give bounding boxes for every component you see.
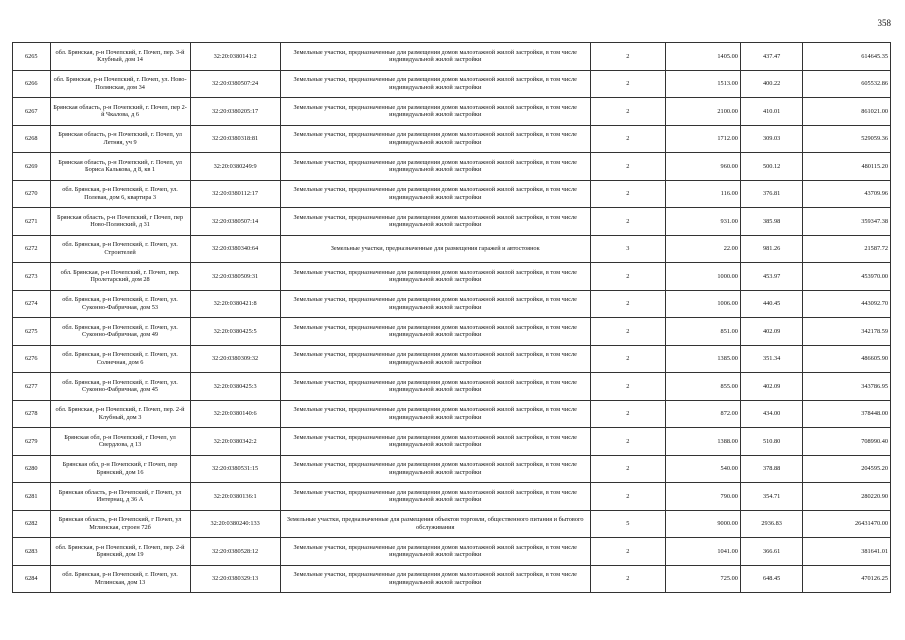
cadastral-value-cell: 605532.86 — [803, 70, 891, 98]
table-row — [13, 373, 891, 401]
row-number: 6279 — [13, 428, 51, 456]
table-row — [13, 43, 891, 71]
row-number: 6266 — [13, 70, 51, 98]
table-row — [13, 263, 891, 291]
address-cell: обл. Брянская, р-н Почепский, г. Почеп, ул. Суконно-Фабричная, дом 53 — [50, 290, 190, 318]
row-number: 6284 — [13, 565, 51, 593]
cadastral-number-cell: 32:20:0380249:9 — [190, 153, 280, 181]
area-cell: 855.00 — [665, 373, 740, 401]
table-row — [13, 483, 891, 511]
table-row — [13, 345, 891, 373]
group-cell: 2 — [590, 153, 665, 181]
cadastral-number-cell: 32:20:0380240:133 — [190, 510, 280, 538]
land-use-cell: Земельные участки, предназначенные для размещения домов малоэтажной жилой застройки, в том числе индивидуальной жилой застройки — [280, 565, 590, 593]
group-cell: 2 — [590, 373, 665, 401]
group-cell: 2 — [590, 98, 665, 126]
row-number: 6282 — [13, 510, 51, 538]
address-cell: обл. Брянская, р-н Почепский, г. Почеп, ул. Суконно-Фабричная, дом 49 — [50, 318, 190, 346]
specific-value-cell: 378.88 — [740, 455, 803, 483]
cadastral-value-cell: 470126.25 — [803, 565, 891, 593]
area-cell: 1513.00 — [665, 70, 740, 98]
area-cell: 1000.00 — [665, 263, 740, 291]
area-cell: 540.00 — [665, 455, 740, 483]
table-body — [13, 43, 891, 593]
address-cell: Брянская область, р-н Почепский, г Почеп, ул Мглинская, строен 72б — [50, 510, 190, 538]
group-cell: 2 — [590, 70, 665, 98]
land-use-cell: Земельные участки, предназначенные для размещения домов малоэтажной жилой застройки, в том числе индивидуальной жилой застройки — [280, 373, 590, 401]
land-use-cell: Земельные участки, предназначенные для размещения домов малоэтажной жилой застройки, в том числе индивидуальной жилой застройки — [280, 43, 590, 71]
land-use-cell: Земельные участки, предназначенные для размещения домов малоэтажной жилой застройки, в том числе индивидуальной жилой застройки — [280, 263, 590, 291]
specific-value-cell: 376.81 — [740, 180, 803, 208]
table-row — [13, 208, 891, 236]
row-number: 6278 — [13, 400, 51, 428]
row-number: 6281 — [13, 483, 51, 511]
specific-value-cell: 440.45 — [740, 290, 803, 318]
cadastral-value-cell: 280220.90 — [803, 483, 891, 511]
address-cell: Брянская область, р-н Почепский, г Почеп, пер Ново-Полянский, д 31 — [50, 208, 190, 236]
cadastral-number-cell: 32:20:0380528:12 — [190, 538, 280, 566]
cadastral-value-cell: 204595.20 — [803, 455, 891, 483]
cadastral-number-cell: 32:20:0380140:6 — [190, 400, 280, 428]
group-cell: 2 — [590, 483, 665, 511]
land-use-cell: Земельные участки, предназначенные для размещения домов малоэтажной жилой застройки, в том числе индивидуальной жилой застройки — [280, 125, 590, 153]
row-number: 6272 — [13, 235, 51, 263]
cadastral-number-cell: 32:20:0380309:32 — [190, 345, 280, 373]
address-cell: обл. Брянская, р-н Почепский, г. Почеп, ул. Ново-Полянская, дом 34 — [50, 70, 190, 98]
specific-value-cell: 2936.83 — [740, 510, 803, 538]
table-row — [13, 565, 891, 593]
specific-value-cell: 309.03 — [740, 125, 803, 153]
land-use-cell: Земельные участки, предназначенные для размещения домов малоэтажной жилой застройки, в том числе индивидуальной жилой застройки — [280, 153, 590, 181]
group-cell: 2 — [590, 180, 665, 208]
group-cell: 2 — [590, 538, 665, 566]
group-cell: 2 — [590, 345, 665, 373]
row-number: 6280 — [13, 455, 51, 483]
specific-value-cell: 437.47 — [740, 43, 803, 71]
row-number: 6275 — [13, 318, 51, 346]
address-cell: Брянская обл, р-н Почепский, г Почеп, ул Свердлова, д 13 — [50, 428, 190, 456]
page-number: 358 — [877, 18, 891, 28]
cadastral-number-cell: 32:20:0380112:17 — [190, 180, 280, 208]
specific-value-cell: 410.01 — [740, 98, 803, 126]
group-cell: 2 — [590, 208, 665, 236]
area-cell: 725.00 — [665, 565, 740, 593]
cadastral-value-cell: 453970.00 — [803, 263, 891, 291]
cadastral-number-cell: 32:20:0380318:81 — [190, 125, 280, 153]
cadastral-value-cell: 861021.00 — [803, 98, 891, 126]
land-use-cell: Земельные участки, предназначенные для размещения домов малоэтажной жилой застройки, в том числе индивидуальной жилой застройки — [280, 455, 590, 483]
land-use-cell: Земельные участки, предназначенные для размещения домов малоэтажной жилой застройки, в том числе индивидуальной жилой застройки — [280, 400, 590, 428]
area-cell: 1712.00 — [665, 125, 740, 153]
cadastral-number-cell: 32:20:0380531:15 — [190, 455, 280, 483]
row-number: 6273 — [13, 263, 51, 291]
table-row — [13, 290, 891, 318]
cadastral-number-cell: 32:20:0380425:5 — [190, 318, 280, 346]
address-cell: обл. Брянская, р-н Почепский, г. Почеп, ул. Солнечная, дом 6 — [50, 345, 190, 373]
group-cell: 2 — [590, 125, 665, 153]
address-cell: Брянская область, р-н Почепский, г. Почеп, ул Бориса Калькова, д 8, кв 1 — [50, 153, 190, 181]
address-cell: обл. Брянская, р-н Почепский, г. Почеп, пер. 2-й Клубный, дом 3 — [50, 400, 190, 428]
group-cell: 2 — [590, 400, 665, 428]
group-cell: 5 — [590, 510, 665, 538]
table-row — [13, 153, 891, 181]
land-use-cell: Земельные участки, предназначенные для размещения домов малоэтажной жилой застройки, в том числе индивидуальной жилой застройки — [280, 290, 590, 318]
group-cell: 2 — [590, 428, 665, 456]
land-use-cell: Земельные участки, предназначенные для размещения домов малоэтажной жилой застройки, в том числе индивидуальной жилой застройки — [280, 428, 590, 456]
address-cell: обл. Брянская, р-н Почепский, г. Почеп, пер. Пролетарский, дом 28 — [50, 263, 190, 291]
area-cell: 960.00 — [665, 153, 740, 181]
cadastral-number-cell: 32:20:0380340:64 — [190, 235, 280, 263]
cadastral-value-cell: 26431470.00 — [803, 510, 891, 538]
cadastral-value-cell: 342178.59 — [803, 318, 891, 346]
row-number: 6265 — [13, 43, 51, 71]
address-cell: обл. Брянская, р-н Почепский, г. Почеп, ул. Мглинская, дом 13 — [50, 565, 190, 593]
specific-value-cell: 981.26 — [740, 235, 803, 263]
table-row — [13, 455, 891, 483]
cadastral-number-cell: 32:20:0380136:1 — [190, 483, 280, 511]
cadastral-value-cell: 359347.38 — [803, 208, 891, 236]
group-cell: 2 — [590, 43, 665, 71]
cadastral-number-cell: 32:20:0380342:2 — [190, 428, 280, 456]
cadastral-number-cell: 32:20:0380509:31 — [190, 263, 280, 291]
row-number: 6270 — [13, 180, 51, 208]
specific-value-cell: 453.97 — [740, 263, 803, 291]
cadastral-number-cell: 32:20:0380507:24 — [190, 70, 280, 98]
area-cell: 1041.00 — [665, 538, 740, 566]
address-cell: обл. Брянская, р-н Почепский, г. Почеп, ул. Суконно-Фабричная, дом 45 — [50, 373, 190, 401]
specific-value-cell: 351.34 — [740, 345, 803, 373]
address-cell: Брянская обл, р-н Почепский, г Почеп, пер Брянский, дом 16 — [50, 455, 190, 483]
cadastral-number-cell: 32:20:0380425:3 — [190, 373, 280, 401]
area-cell: 790.00 — [665, 483, 740, 511]
specific-value-cell: 402.09 — [740, 318, 803, 346]
cadastral-number-cell: 32:20:0380205:17 — [190, 98, 280, 126]
area-cell: 1405.00 — [665, 43, 740, 71]
area-cell: 1006.00 — [665, 290, 740, 318]
row-number: 6274 — [13, 290, 51, 318]
address-cell: Брянская область, р-н Почепский, г. Почеп, пер 2-й Чкалова, д 6 — [50, 98, 190, 126]
area-cell: 1385.00 — [665, 345, 740, 373]
specific-value-cell: 385.98 — [740, 208, 803, 236]
area-cell: 22.00 — [665, 235, 740, 263]
specific-value-cell: 366.61 — [740, 538, 803, 566]
cadastral-value-cell: 21587.72 — [803, 235, 891, 263]
cadastral-number-cell: 32:20:0380141:2 — [190, 43, 280, 71]
table-row — [13, 400, 891, 428]
address-cell: обл. Брянская, р-н Почепский, г. Почеп, ул. Полевая, дом 6, квартира 3 — [50, 180, 190, 208]
table-row — [13, 510, 891, 538]
row-number: 6269 — [13, 153, 51, 181]
table-row — [13, 98, 891, 126]
row-number: 6271 — [13, 208, 51, 236]
land-use-cell: Земельные участки, предназначенные для размещения домов малоэтажной жилой застройки, в том числе индивидуальной жилой застройки — [280, 483, 590, 511]
area-cell: 116.00 — [665, 180, 740, 208]
cadastral-value-cell: 486605.90 — [803, 345, 891, 373]
cadastral-value-cell: 443092.70 — [803, 290, 891, 318]
cadastral-value-cell: 343786.95 — [803, 373, 891, 401]
group-cell: 2 — [590, 318, 665, 346]
cadastral-value-cell: 43709.96 — [803, 180, 891, 208]
cadastral-value-cell: 529059.36 — [803, 125, 891, 153]
row-number: 6277 — [13, 373, 51, 401]
specific-value-cell: 510.80 — [740, 428, 803, 456]
specific-value-cell: 648.45 — [740, 565, 803, 593]
land-use-cell: Земельные участки, предназначенные для размещения домов малоэтажной жилой застройки, в том числе индивидуальной жилой застройки — [280, 345, 590, 373]
address-cell: обл. Брянская, р-н Почепский, г. Почеп, пер. 3-й Клубный, дом 14 — [50, 43, 190, 71]
land-use-cell: Земельные участки, предназначенные для размещения объектов торговли, общественного питания и бытового обслуживания — [280, 510, 590, 538]
land-use-cell: Земельные участки, предназначенные для размещения домов малоэтажной жилой застройки, в том числе индивидуальной жилой застройки — [280, 538, 590, 566]
group-cell: 2 — [590, 455, 665, 483]
row-number: 6267 — [13, 98, 51, 126]
specific-value-cell: 500.12 — [740, 153, 803, 181]
land-use-cell: Земельные участки, предназначенные для размещения гаражей и автостоянок — [280, 235, 590, 263]
specific-value-cell: 354.71 — [740, 483, 803, 511]
area-cell: 1388.00 — [665, 428, 740, 456]
cadastral-value-cell: 614645.35 — [803, 43, 891, 71]
address-cell: обл. Брянская, р-н Почепский, г. Почеп, пер. 2-й Брянский, дом 19 — [50, 538, 190, 566]
cadastral-number-cell: 32:20:0380421:8 — [190, 290, 280, 318]
group-cell: 2 — [590, 263, 665, 291]
cadastral-value-cell: 480115.20 — [803, 153, 891, 181]
area-cell: 2100.00 — [665, 98, 740, 126]
area-cell: 931.00 — [665, 208, 740, 236]
address-cell: Брянская область, р-н Почепский, г Почеп, ул Интернац, д 36 А — [50, 483, 190, 511]
group-cell: 3 — [590, 235, 665, 263]
group-cell: 2 — [590, 565, 665, 593]
land-use-cell: Земельные участки, предназначенные для размещения домов малоэтажной жилой застройки, в том числе индивидуальной жилой застройки — [280, 180, 590, 208]
table-row — [13, 235, 891, 263]
table-row — [13, 428, 891, 456]
row-number: 6268 — [13, 125, 51, 153]
specific-value-cell: 434.00 — [740, 400, 803, 428]
address-cell: Брянская область, р-н Почепский, г. Почеп, ул Летняя, уч 9 — [50, 125, 190, 153]
cadastral-value-cell: 378448.00 — [803, 400, 891, 428]
cadastral-number-cell: 32:20:0380507:14 — [190, 208, 280, 236]
table-row — [13, 538, 891, 566]
table-row — [13, 70, 891, 98]
table-row — [13, 180, 891, 208]
area-cell: 851.00 — [665, 318, 740, 346]
land-registry-table — [12, 42, 891, 593]
land-use-cell: Земельные участки, предназначенные для размещения домов малоэтажной жилой застройки, в том числе индивидуальной жилой застройки — [280, 318, 590, 346]
cadastral-value-cell: 708990.40 — [803, 428, 891, 456]
area-cell: 872.00 — [665, 400, 740, 428]
land-use-cell: Земельные участки, предназначенные для размещения домов малоэтажной жилой застройки, в том числе индивидуальной жилой застройки — [280, 70, 590, 98]
specific-value-cell: 402.09 — [740, 373, 803, 401]
address-cell: обл. Брянская, р-н Почепский, г. Почеп, ул. Строителей — [50, 235, 190, 263]
row-number: 6276 — [13, 345, 51, 373]
row-number: 6283 — [13, 538, 51, 566]
cadastral-number-cell: 32:20:0380329:13 — [190, 565, 280, 593]
land-use-cell: Земельные участки, предназначенные для размещения домов малоэтажной жилой застройки, в том числе индивидуальной жилой застройки — [280, 98, 590, 126]
cadastral-value-cell: 381641.01 — [803, 538, 891, 566]
table-row — [13, 318, 891, 346]
table-row — [13, 125, 891, 153]
specific-value-cell: 400.22 — [740, 70, 803, 98]
area-cell: 9000.00 — [665, 510, 740, 538]
land-use-cell: Земельные участки, предназначенные для размещения домов малоэтажной жилой застройки, в том числе индивидуальной жилой застройки — [280, 208, 590, 236]
group-cell: 2 — [590, 290, 665, 318]
